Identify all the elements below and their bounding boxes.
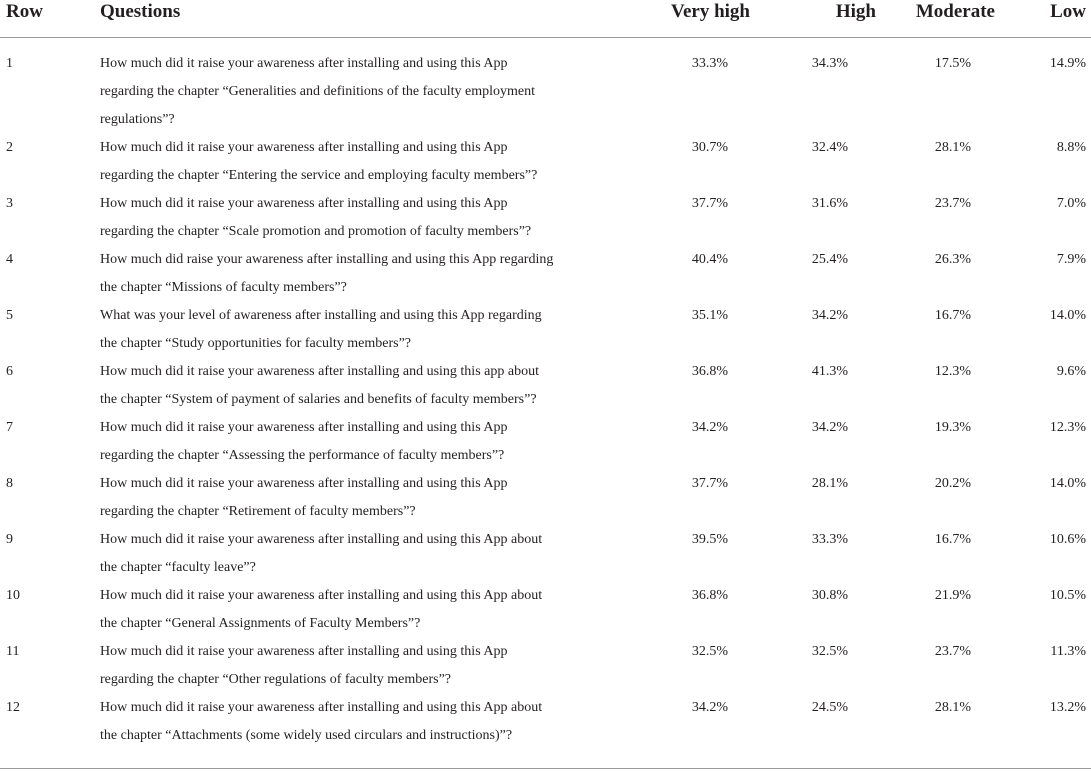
very-high-value: 33.3% — [691, 56, 728, 71]
moderate-value: 28.1% — [934, 700, 971, 715]
moderate-value: 28.1% — [934, 140, 971, 155]
question-line: How much did it raise your awareness after installing and using this app about — [100, 364, 539, 379]
question-line: How much did it raise your awareness after installing and using this App about — [100, 588, 543, 603]
very-high-value: 30.7% — [691, 140, 728, 155]
very-high-value: 39.5% — [691, 532, 728, 547]
table-row — [0, 246, 1091, 302]
header-very-high: Very high — [638, 0, 750, 38]
high-value: 30.8% — [811, 588, 848, 603]
high-value: 34.2% — [811, 308, 848, 323]
table-row — [0, 526, 1091, 582]
table-row — [0, 358, 1091, 414]
row-number: 1 — [6, 56, 13, 71]
very-high-value: 37.7% — [691, 196, 728, 211]
high-value: 24.5% — [811, 700, 848, 715]
question-line: regarding the chapter “Entering the service and employing faculty members”? — [100, 168, 538, 183]
question-line: How much did it raise your awareness after installing and using this App — [100, 196, 508, 211]
very-high-value: 40.4% — [691, 252, 728, 267]
header-questions: Questions — [98, 0, 638, 38]
row-number: 3 — [6, 196, 13, 211]
question-line: How much did it raise your awareness after installing and using this App — [100, 140, 508, 155]
question-line: How much did it raise your awareness after installing and using this App about — [100, 700, 543, 715]
moderate-value: 23.7% — [934, 196, 971, 211]
high-value: 31.6% — [811, 196, 848, 211]
question-line: How much did it raise your awareness after installing and using this App — [100, 644, 508, 659]
low-value: 11.3% — [1050, 644, 1086, 659]
low-value: 13.2% — [1049, 700, 1086, 715]
question-line: How much did it raise your awareness after installing and using this App — [100, 420, 508, 435]
high-value: 25.4% — [811, 252, 848, 267]
moderate-value: 23.7% — [934, 644, 971, 659]
bottom-rule — [0, 768, 1091, 769]
row-number: 9 — [6, 532, 13, 547]
question-text — [98, 414, 638, 470]
question-line: the chapter “General Assignments of Faculty Members”? — [100, 616, 421, 631]
moderate-value: 26.3% — [934, 252, 971, 267]
question-text — [98, 134, 638, 190]
row-number: 5 — [6, 308, 13, 323]
very-high-value: 34.2% — [691, 700, 728, 715]
very-high-value: 32.5% — [691, 644, 728, 659]
header-row-number: Row — [0, 0, 98, 38]
low-value: 7.0% — [1056, 196, 1086, 211]
moderate-value: 21.9% — [934, 588, 971, 603]
header-low: Low — [1001, 0, 1091, 38]
question-text — [98, 526, 638, 582]
question-text — [98, 638, 638, 694]
high-value: 32.4% — [811, 140, 848, 155]
row-number: 11 — [6, 644, 20, 659]
very-high-value: 35.1% — [691, 308, 728, 323]
low-value: 12.3% — [1049, 420, 1086, 435]
low-value: 14.9% — [1049, 56, 1086, 71]
table-row — [0, 694, 1091, 750]
question-line: the chapter “Attachments (some widely used circulars and instructions)”? — [100, 728, 513, 743]
low-value: 7.9% — [1056, 252, 1086, 267]
question-line: How much did it raise your awareness after installing and using this App about — [100, 532, 543, 547]
table-row — [0, 414, 1091, 470]
question-text — [98, 246, 638, 302]
table-row — [0, 302, 1091, 358]
low-value: 10.5% — [1049, 588, 1086, 603]
table-row — [0, 38, 1091, 135]
low-value: 9.6% — [1056, 364, 1086, 379]
table-row — [0, 190, 1091, 246]
row-number: 4 — [6, 252, 13, 267]
very-high-value: 36.8% — [691, 588, 728, 603]
very-high-value: 36.8% — [691, 364, 728, 379]
question-text — [98, 358, 638, 414]
question-line: regulations”? — [100, 112, 175, 127]
high-value: 32.5% — [811, 644, 848, 659]
very-high-value: 37.7% — [691, 476, 728, 491]
row-number: 7 — [6, 420, 13, 435]
question-line: regarding the chapter “Scale promotion and promotion of faculty members”? — [100, 224, 532, 239]
question-line: the chapter “faculty leave”? — [100, 560, 256, 575]
question-line: the chapter “Study opportunities for faculty members”? — [100, 336, 412, 351]
row-number: 2 — [6, 140, 13, 155]
moderate-value: 12.3% — [934, 364, 971, 379]
question-line: How much did it raise your awareness after installing and using this App — [100, 476, 508, 491]
table-body — [0, 38, 1091, 751]
table-row — [0, 470, 1091, 526]
table-row — [0, 134, 1091, 190]
question-line: How much did raise your awareness after installing and using this App regarding — [100, 252, 554, 267]
question-line: the chapter “System of payment of salaries and benefits of faculty members”? — [100, 392, 537, 407]
moderate-value: 16.7% — [934, 532, 971, 547]
row-number: 6 — [6, 364, 13, 379]
row-number: 12 — [6, 700, 20, 715]
question-text — [98, 302, 638, 358]
question-text — [98, 470, 638, 526]
question-line: How much did it raise your awareness after installing and using this App — [100, 56, 508, 71]
low-value: 14.0% — [1049, 476, 1086, 491]
question-line: regarding the chapter “Generalities and definitions of the faculty employment — [100, 84, 536, 99]
low-value: 10.6% — [1049, 532, 1086, 547]
question-text — [98, 38, 638, 135]
question-line: the chapter “Missions of faculty members”? — [100, 280, 347, 295]
question-text — [98, 190, 638, 246]
row-number: 10 — [6, 588, 20, 603]
low-value: 8.8% — [1056, 140, 1086, 155]
question-line: What was your level of awareness after installing and using this App regarding — [100, 308, 542, 323]
question-text — [98, 694, 638, 750]
high-value: 34.3% — [811, 56, 848, 71]
table-row — [0, 638, 1091, 694]
moderate-value: 16.7% — [934, 308, 971, 323]
question-line: regarding the chapter “Other regulations of faculty members”? — [100, 672, 452, 687]
row-number: 8 — [6, 476, 13, 491]
moderate-value: 19.3% — [934, 420, 971, 435]
moderate-value: 20.2% — [934, 476, 971, 491]
question-line: regarding the chapter “Retirement of faculty members”? — [100, 504, 416, 519]
question-text — [98, 582, 638, 638]
low-value: 14.0% — [1049, 308, 1086, 323]
header-high: High — [750, 0, 876, 38]
moderate-value: 17.5% — [934, 56, 971, 71]
high-value: 28.1% — [811, 476, 848, 491]
header-row — [0, 0, 1091, 38]
question-line: regarding the chapter “Assessing the performance of faculty members”? — [100, 448, 505, 463]
table-row — [0, 582, 1091, 638]
header-moderate: Moderate — [876, 0, 1001, 38]
very-high-value: 34.2% — [691, 420, 728, 435]
high-value: 33.3% — [811, 532, 848, 547]
high-value: 41.3% — [811, 364, 848, 379]
high-value: 34.2% — [811, 420, 848, 435]
